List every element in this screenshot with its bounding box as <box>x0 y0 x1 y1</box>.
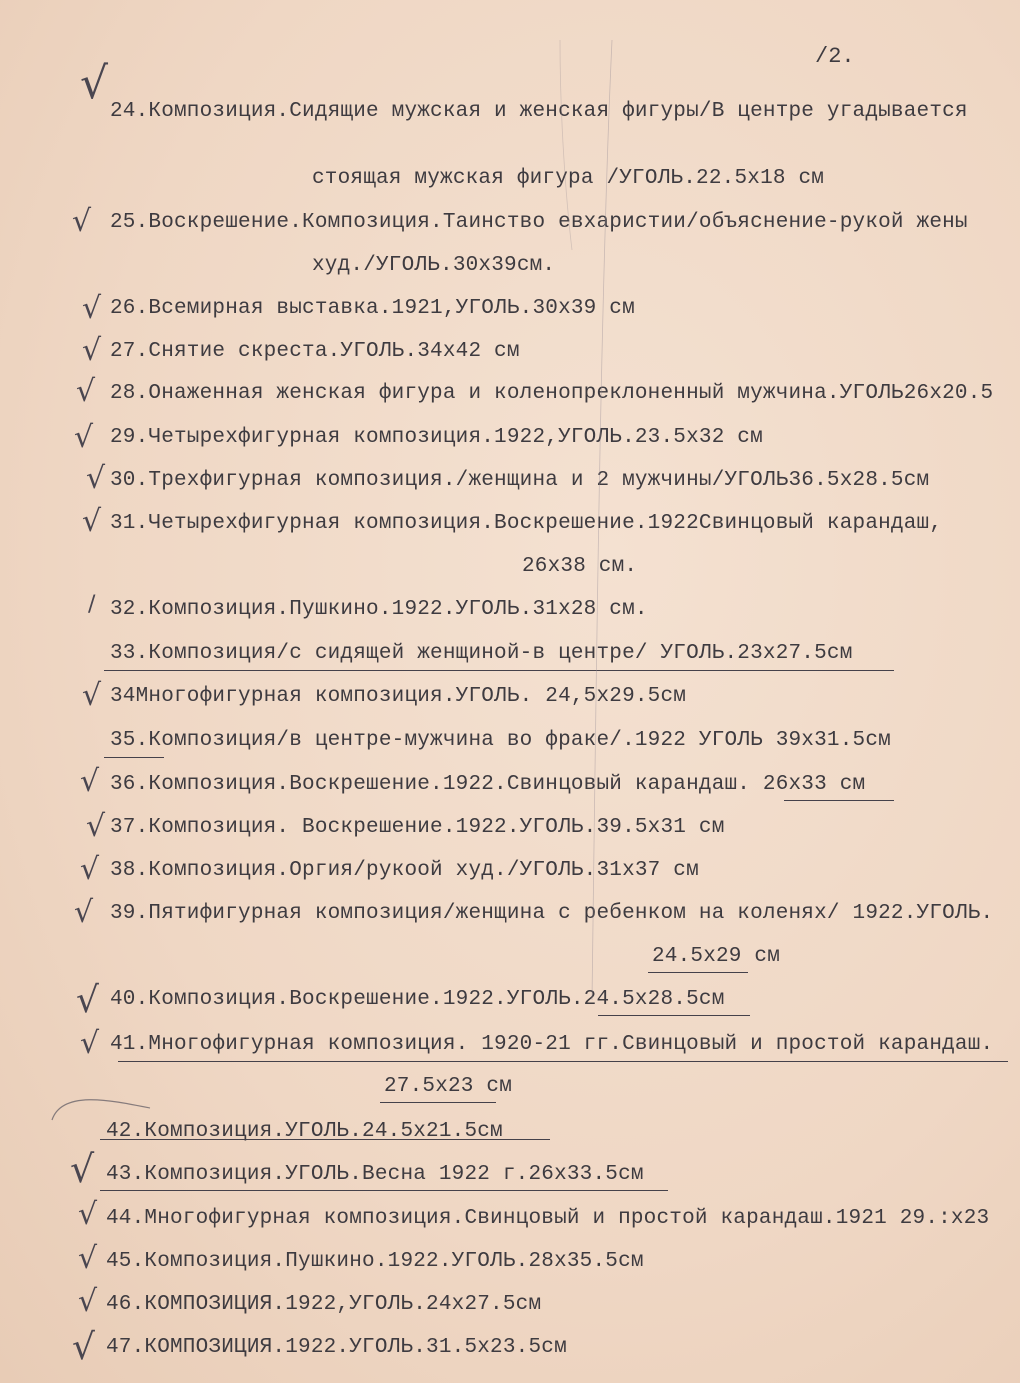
check-mark-icon: / <box>88 592 96 617</box>
check-mark-icon: √ <box>80 852 100 887</box>
entry-31-line1: 31.Четырехфигурная композиция.Воскрешение.1922Свинцовый карандаш, <box>110 512 943 535</box>
entry-40: 40.Композиция.Воскрешение.1922.УГОЛЬ.24.5х28.5см <box>110 988 725 1011</box>
check-mark-icon: √ <box>80 58 109 109</box>
check-mark-icon: √ <box>86 461 106 496</box>
check-mark-icon: √ <box>74 895 94 930</box>
entry-43: 43.Композиция.УГОЛЬ.Весна 1922 г.26х33.5см <box>106 1163 644 1186</box>
entry-32: 32.Композиция.Пушкино.1922.УГОЛЬ.31х28 см. <box>110 598 648 621</box>
check-mark-icon: √ <box>72 1327 95 1368</box>
entry-47: 47.КОМПОЗИЦИЯ.1922.УГОЛЬ.31.5х23.5см <box>106 1336 567 1359</box>
entry-29: 29.Четырехфигурная композиция.1922,УГОЛЬ.23.5х32 см <box>110 426 763 449</box>
entry-25-line1: 25.Воскрешение.Композиция.Таинство евхаристии/объяснение-рукой жены <box>110 211 968 234</box>
entry-35-underline <box>104 757 164 758</box>
entry-37: 37.Композиция. Воскрешение.1922.УГОЛЬ.39.5х31 см <box>110 816 725 839</box>
entry-39-line1: 39.Пятифигурная композиция/женщина с ребенком на коленях/ 1922.УГОЛЬ. <box>110 902 994 925</box>
entry-34: 34Многофигурная композиция.УГОЛЬ. 24,5х29.5см <box>110 685 687 708</box>
check-mark-icon: √ <box>76 374 96 409</box>
entry-45: 45.Композиция.Пушкино.1922.УГОЛЬ.28х35.5см <box>106 1250 644 1273</box>
check-mark-icon: √ <box>70 1147 95 1191</box>
entry-40-underline <box>598 1015 750 1016</box>
entry-26: 26.Всемирная выставка.1921,УГОЛЬ.30х39 см <box>110 297 635 320</box>
entry-42: 42.Композиция.УГОЛЬ.24.5х21.5см <box>106 1120 503 1143</box>
entry-33-underline <box>104 670 894 671</box>
check-mark-icon: √ <box>74 420 94 455</box>
entry-46: 46.КОМПОЗИЦИЯ.1922,УГОЛЬ.24х27.5см <box>106 1293 542 1316</box>
entry-41-underline <box>118 1061 1008 1062</box>
entry-38: 38.Композиция.Оргия/рукоой худ./УГОЛЬ.31х37 см <box>110 859 699 882</box>
check-mark-icon: √ <box>82 678 102 713</box>
entry-39-line2: 24.5х29 см <box>652 945 781 968</box>
entry-36: 36.Композиция.Воскрешение.1922.Свинцовый карандаш. 26х33 см <box>110 773 866 796</box>
check-mark-icon: √ <box>78 1197 98 1232</box>
check-mark-icon: √ <box>76 980 99 1021</box>
entry-24-line2: стоящая мужская фигура /УГОЛЬ.22.5х18 см <box>312 167 825 190</box>
check-mark-icon: √ <box>86 809 106 844</box>
entry-39-underline <box>648 972 748 973</box>
entry-27: 27.Снятие скреста.УГОЛЬ.34х42 см <box>110 340 520 363</box>
entry-44: 44.Многофигурная композиция.Свинцовый и простой карандаш.1921 29.:х23 <box>106 1207 990 1230</box>
entry-41-line1: 41.Многофигурная композиция. 1920-21 гг.Свинцовый и простой карандаш. <box>110 1033 994 1056</box>
entry-25-line2: худ./УГОЛЬ.30х39см. <box>312 254 556 277</box>
entry-33: 33.Композиция/с сидящей женщиной-в центре/ УГОЛЬ.23х27.5см <box>110 642 853 665</box>
page-number: /2. <box>815 44 855 69</box>
entry-41-line2: 27.5х23 см <box>384 1075 513 1098</box>
entry-31-line2: 26х38 см. <box>522 555 638 578</box>
entry-43-underline <box>100 1190 668 1191</box>
check-mark-icon: √ <box>78 1241 98 1276</box>
check-mark-icon: √ <box>82 291 102 326</box>
check-mark-icon: √ <box>72 204 92 239</box>
check-mark-icon: √ <box>80 764 100 799</box>
check-mark-icon: √ <box>82 333 102 368</box>
entry-35: 35.Композиция/в центре-мужчина во фраке/.1922 УГОЛЬ 39х31.5см <box>110 729 891 752</box>
check-mark-icon: √ <box>80 1026 100 1061</box>
entry-30: 30.Трехфигурная композиция./женщина и 2 мужчины/УГОЛЬ36.5х28.5см <box>110 469 930 492</box>
entry-36-underline <box>784 800 894 801</box>
entry-28: 28.Онаженная женская фигура и коленопреклоненный мужчина.УГОЛЬ26х20.5 <box>110 382 994 405</box>
check-mark-icon: √ <box>82 504 102 539</box>
entry-41-line2-underline <box>380 1102 496 1103</box>
check-mark-icon: √ <box>78 1284 98 1319</box>
entry-42-underline <box>100 1139 550 1140</box>
entry-24-line1: 24.Композиция.Сидящие мужская и женская фигуры/В центре угадывается <box>110 100 968 123</box>
